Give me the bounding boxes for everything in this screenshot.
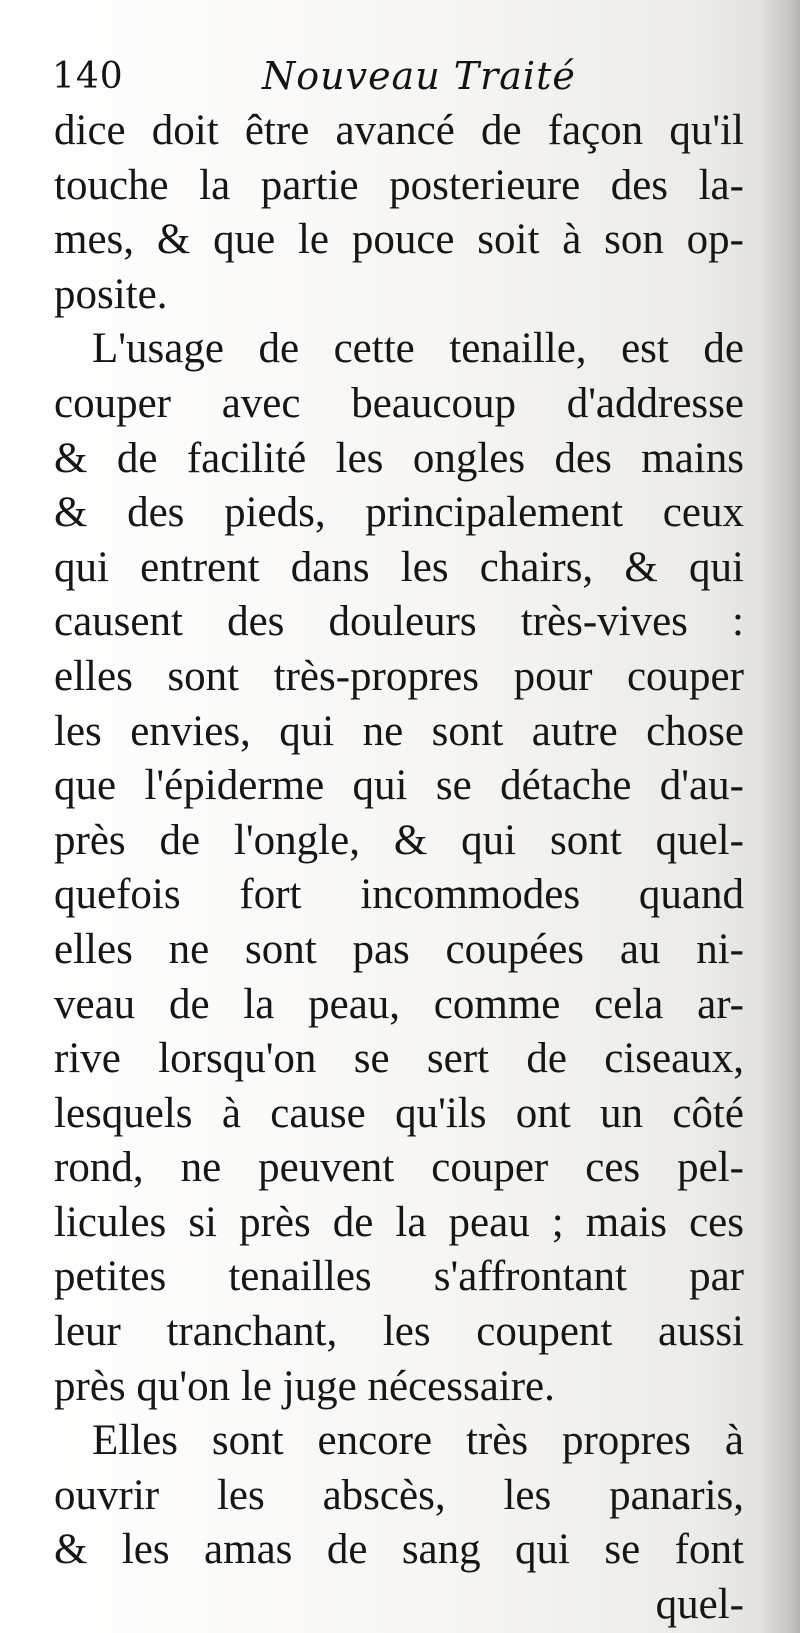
word: cause xyxy=(270,1089,366,1137)
word: : xyxy=(732,598,744,646)
word: la xyxy=(199,161,231,209)
word: dans xyxy=(290,543,370,591)
word: pas xyxy=(352,925,410,973)
word: elles xyxy=(54,925,133,973)
word: qu'on xyxy=(136,1362,241,1410)
word: près xyxy=(239,1198,311,1246)
text-line xyxy=(54,868,744,923)
word: quand xyxy=(638,871,744,919)
word: panaris, xyxy=(609,1471,744,1519)
text-line xyxy=(54,1414,744,1469)
word: & xyxy=(54,1526,88,1574)
word: très xyxy=(465,1417,529,1465)
word: de xyxy=(326,1526,368,1574)
word: & xyxy=(54,434,88,482)
text-line xyxy=(54,1305,744,1360)
word: sont xyxy=(550,816,622,864)
word: causent xyxy=(54,598,183,646)
word: cela xyxy=(594,980,664,1028)
word: de xyxy=(168,980,210,1028)
word: ni- xyxy=(696,925,744,973)
word: ne xyxy=(180,1144,222,1192)
word: & xyxy=(624,543,658,591)
word: elles xyxy=(54,652,133,700)
word: quel- xyxy=(655,816,744,864)
word: pieds, xyxy=(224,489,326,537)
word: d'au- xyxy=(659,762,744,810)
running-head: Nouveau Traité xyxy=(262,54,576,98)
word: ont xyxy=(515,1089,571,1137)
word: très-propres xyxy=(273,652,479,700)
word: coupent xyxy=(476,1308,613,1356)
word: ouvrir xyxy=(54,1471,160,1519)
word: être xyxy=(244,107,310,154)
word: quefois xyxy=(54,871,181,919)
word: & xyxy=(393,816,428,864)
page-number: 140 xyxy=(52,56,124,97)
text-line xyxy=(54,705,744,760)
text-line xyxy=(54,759,744,814)
text-line xyxy=(54,978,744,1033)
word: un xyxy=(600,1089,644,1137)
text-line xyxy=(54,268,744,323)
word: l'ongle, xyxy=(233,816,360,864)
word: principalement xyxy=(365,489,624,537)
word: les xyxy=(335,434,384,482)
word: pour xyxy=(513,652,593,700)
word: ar- xyxy=(697,980,744,1028)
word: se xyxy=(604,1526,641,1574)
word: les xyxy=(54,707,102,755)
text-line xyxy=(54,923,744,978)
word: ne xyxy=(362,707,404,755)
word: façon xyxy=(547,107,644,154)
word: mes, xyxy=(54,216,135,264)
word: partie xyxy=(260,161,359,209)
word: couper xyxy=(431,1144,549,1192)
word: des xyxy=(610,161,669,209)
word: lesquels xyxy=(54,1089,193,1137)
word: chose xyxy=(646,707,744,755)
word: peau xyxy=(448,1198,530,1246)
word: la xyxy=(395,1198,427,1246)
word: sont xyxy=(431,707,504,755)
word: côté xyxy=(672,1089,744,1137)
text-line xyxy=(54,1032,744,1087)
word: près xyxy=(54,816,126,864)
word: tenaille, xyxy=(449,325,587,373)
word: sert xyxy=(426,1035,490,1083)
word: le xyxy=(240,1362,283,1410)
word: entrent xyxy=(140,543,260,591)
word: touche xyxy=(54,161,169,209)
word: à xyxy=(724,1417,744,1465)
word: peau, xyxy=(308,980,401,1028)
word: les xyxy=(382,1308,431,1356)
body-text xyxy=(54,104,744,1633)
word: nécessaire. xyxy=(367,1362,555,1410)
word: L'usage xyxy=(92,325,224,373)
text-line xyxy=(54,1196,744,1251)
word: coupées xyxy=(445,925,585,973)
word: au xyxy=(619,925,661,973)
word: qui xyxy=(461,816,517,864)
word: la xyxy=(243,980,275,1028)
word: la- xyxy=(698,161,744,209)
word: de xyxy=(526,1035,567,1083)
word: qui xyxy=(515,1526,570,1574)
word: de xyxy=(258,325,300,373)
word: Elles xyxy=(92,1417,178,1465)
word: le xyxy=(297,216,330,264)
word: avancé xyxy=(335,107,455,154)
word: peuvent xyxy=(258,1144,395,1192)
word: se xyxy=(353,1035,390,1083)
text-line xyxy=(54,1250,744,1305)
word: leur xyxy=(54,1308,121,1356)
word: lorsqu'on xyxy=(158,1035,317,1083)
catchword xyxy=(54,1578,744,1633)
text-line xyxy=(54,159,744,214)
text-line xyxy=(54,213,744,268)
word: des xyxy=(554,434,612,482)
word: abscès, xyxy=(322,1471,446,1519)
word: propres xyxy=(561,1417,691,1465)
word: juge xyxy=(282,1362,368,1410)
text-line xyxy=(54,104,744,159)
word: détache xyxy=(500,762,632,810)
word: de xyxy=(332,1198,374,1246)
word: qu'il xyxy=(669,107,744,154)
word: qui xyxy=(54,543,109,591)
word: ongles xyxy=(412,434,526,482)
word: son xyxy=(604,216,664,264)
text-line xyxy=(54,595,744,650)
word: ces xyxy=(585,1144,641,1192)
text-line xyxy=(54,322,744,377)
word: les xyxy=(400,543,449,591)
word: que xyxy=(213,216,276,264)
word: ciseaux, xyxy=(604,1035,744,1083)
word: & xyxy=(156,216,191,264)
word: sont xyxy=(211,1417,284,1465)
word: envies, xyxy=(130,707,251,755)
word: encore xyxy=(317,1417,433,1465)
word: de xyxy=(703,325,744,373)
page-edge-shadow xyxy=(760,0,800,1633)
word: qui xyxy=(352,762,408,810)
word: posite. xyxy=(54,270,168,318)
word: douleurs xyxy=(328,598,477,646)
word: très-vives xyxy=(520,598,688,646)
word: d'addresse xyxy=(566,379,744,427)
word: ; xyxy=(551,1198,564,1246)
word: de xyxy=(159,816,201,864)
text-line xyxy=(54,486,744,541)
word: pel- xyxy=(677,1144,744,1192)
word: licules xyxy=(54,1198,167,1246)
word: près xyxy=(54,1362,137,1410)
word: mais xyxy=(585,1198,667,1246)
word: des xyxy=(227,598,285,646)
word: par xyxy=(689,1253,744,1301)
text-line xyxy=(54,1360,744,1415)
word: sont xyxy=(167,652,240,700)
word: soit xyxy=(477,216,540,264)
word: des xyxy=(127,489,185,537)
word: mains xyxy=(641,434,744,482)
word: de xyxy=(116,434,158,482)
word: les xyxy=(121,1526,170,1574)
word: est xyxy=(621,325,669,373)
word: cette xyxy=(333,325,415,373)
text-line xyxy=(54,1469,744,1524)
word: sont xyxy=(244,925,317,973)
word: rond, xyxy=(54,1144,144,1192)
word: pouce xyxy=(351,216,455,264)
word: qu'ils xyxy=(395,1089,487,1137)
word: à xyxy=(562,216,582,264)
word: qui xyxy=(689,543,744,591)
word: incommodes xyxy=(360,871,581,919)
word: ne xyxy=(168,925,210,973)
word: de xyxy=(480,107,522,154)
word: petites xyxy=(54,1253,167,1301)
text-line xyxy=(54,650,744,705)
word: ces xyxy=(689,1198,744,1246)
word: sang xyxy=(401,1526,481,1574)
word: posterieure xyxy=(389,161,581,209)
word: tranchant, xyxy=(166,1308,338,1356)
word: fort xyxy=(239,871,302,919)
catchword-text: quel- xyxy=(655,1581,744,1629)
word: l'épiderme xyxy=(144,762,325,810)
word: amas xyxy=(204,1526,293,1574)
word: couper xyxy=(54,379,171,427)
word: op- xyxy=(686,216,744,264)
word: chairs, xyxy=(479,543,594,591)
word: ceux xyxy=(662,489,744,537)
word: doit xyxy=(151,107,219,154)
text-line xyxy=(54,814,744,869)
page-header xyxy=(52,46,752,106)
word: si xyxy=(188,1198,217,1246)
text-line xyxy=(54,541,744,596)
word: rive xyxy=(54,1035,121,1083)
word: avec xyxy=(221,379,301,427)
word: aussi xyxy=(658,1308,744,1356)
text-line xyxy=(54,377,744,432)
text-line xyxy=(54,1141,744,1196)
word: facilité xyxy=(186,434,307,482)
text-line xyxy=(54,1523,744,1578)
word: font xyxy=(674,1526,744,1574)
word: dice xyxy=(54,107,126,154)
word: qui xyxy=(279,707,335,755)
word: beaucoup xyxy=(351,379,516,427)
word: tenailles xyxy=(228,1253,372,1301)
word: les xyxy=(503,1471,552,1519)
word: comme xyxy=(433,980,561,1028)
word: veau xyxy=(54,980,136,1028)
text-line xyxy=(54,432,744,487)
word: & xyxy=(54,489,88,537)
word: autre xyxy=(531,707,618,755)
text-line xyxy=(54,1087,744,1142)
word: à xyxy=(221,1089,241,1137)
word: s'affrontant xyxy=(433,1253,627,1301)
word: que xyxy=(54,762,117,810)
word: les xyxy=(216,1471,265,1519)
word: se xyxy=(435,762,472,810)
word: couper xyxy=(626,652,744,700)
